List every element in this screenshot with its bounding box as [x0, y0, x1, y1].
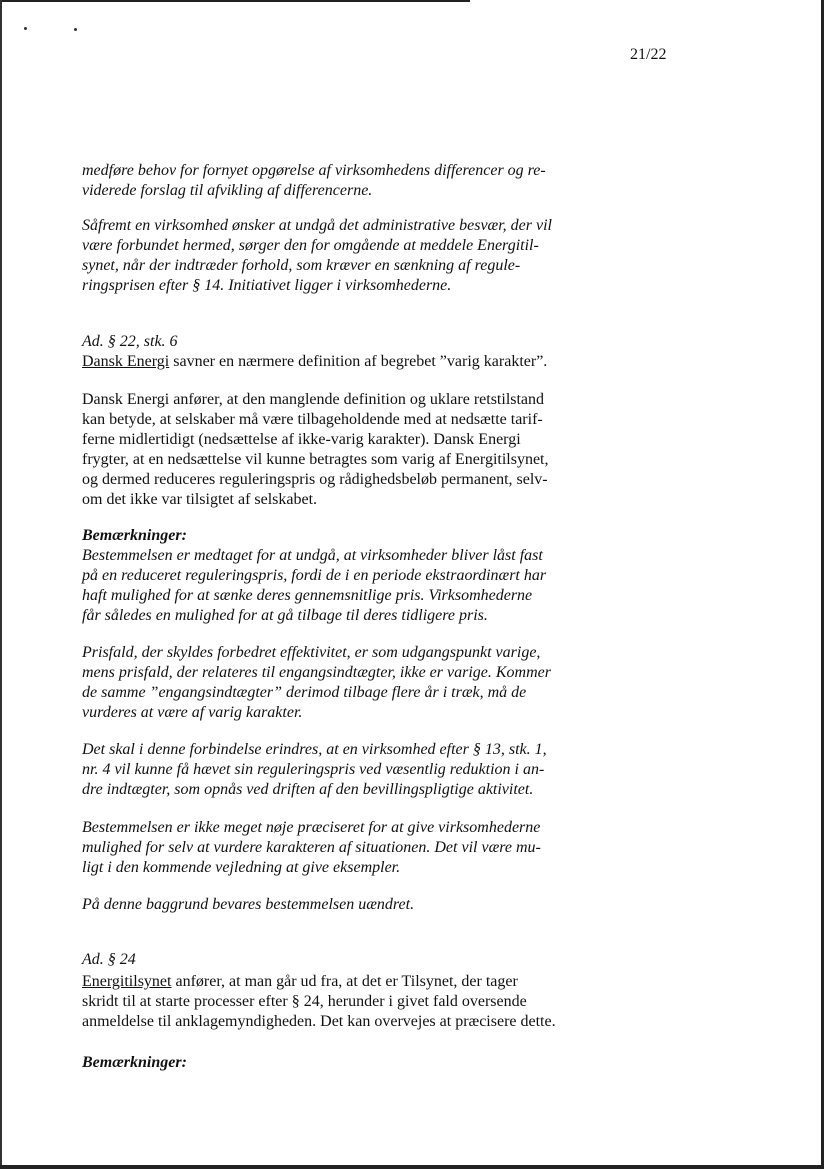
text-line: om det ikke var tilsigtet af selskabet. — [82, 491, 318, 508]
remark-paragraph — [82, 895, 578, 915]
scan-edge-top — [0, 0, 470, 2]
text-line: På denne baggrund bevares bestemmelsen uændret. — [82, 896, 415, 913]
text-line: anmeldelse til anklagemyndigheden. Det kan overvejes at præcisere dette. — [82, 1013, 556, 1030]
text-line: og dermed reduceres reguleringspris og rådighedsbeløb permanent, selv- — [82, 471, 548, 488]
section-24-paragraph — [82, 972, 578, 1032]
text-line: mens prisfald, der relateres til engangsindtægter, ikke er varige. Kommer — [82, 664, 551, 681]
text-line: kan betyde, at selskaber må være tilbageholdende med at nedsætte tarif- — [82, 411, 543, 428]
text-line: dre indtægter, som opnås ved driften af den bevillingspligtige aktivitet. — [82, 781, 534, 798]
text-line: Bestemmelsen er ikke meget nøje præciseret for at give virksomhederne — [82, 819, 541, 836]
intro-remark — [82, 216, 578, 296]
remark-paragraph — [82, 818, 578, 878]
text-line: Det skal i denne forbindelse erindres, at en virksomhed efter § 13, stk. 1, — [82, 741, 547, 758]
section-22-comment — [82, 352, 578, 372]
text-line: frygter, at en nedsættelse vil kunne betragtes som varig af Energitilsynet, — [82, 451, 549, 468]
section-24-remarks-heading: Bemærkninger: — [82, 1054, 187, 1071]
section-22-header — [82, 332, 578, 372]
comment-text: anfører, at man går ud fra, at det er Tilsynet, der tager — [171, 973, 518, 990]
section-24-heading: Ad. § 24 — [82, 951, 136, 968]
text-line: mulighed for selv at vurdere karakteren af situationen. Det vil være mu- — [82, 839, 541, 856]
scan-edge-left — [0, 0, 2, 1169]
remark-paragraph — [82, 643, 578, 723]
scan-edge-bottom — [0, 1165, 824, 1169]
comment-party: Energitilsynet — [82, 973, 172, 990]
text-line: Dansk Energi anfører, at den manglende definition og uklare retstilstand — [82, 391, 545, 408]
text-line: ferne midlertidigt (nedsættelse af ikke-varig karakter). Dansk Energi — [82, 431, 521, 448]
text-line: de samme ”engangsindtægter” derimod tilbage flere år i træk, må de — [82, 684, 527, 701]
text-line — [82, 972, 578, 992]
text-line: på en reduceret reguleringspris, fordi de i en periode ekstraordinært har — [82, 567, 547, 584]
section-22-heading: Ad. § 22, stk. 6 — [82, 333, 178, 350]
text-line: nr. 4 vil kunne få hævet sin reguleringspris ved væsentlig reduktion i an- — [82, 761, 545, 778]
text-line: haft mulighed for at sænke deres gennemsnitlige pris. Virksomhederne — [82, 587, 533, 604]
remark-paragraph — [82, 740, 578, 800]
text-line: Bestemmelsen er medtaget for at undgå, at virksomheder bliver låst fast — [82, 547, 543, 564]
text-line: skridt til at starte processer efter § 24, herunder i givet fald oversende — [82, 993, 527, 1010]
comment-party: Dansk Energi — [82, 353, 170, 370]
scan-speck — [24, 27, 27, 30]
text-line: synet, når der indtræder forhold, som kræver en sænkning af regule- — [82, 257, 521, 274]
text-line: medføre behov for fornyet opgørelse af virksomhedens differencer og re- — [82, 162, 546, 179]
text-line: vurderes at være af varig karakter. — [82, 704, 303, 721]
text-line: ligt i den kommende vejledning at give eksempler. — [82, 859, 401, 876]
scan-speck — [74, 28, 77, 31]
text-line: være forbundet hermed, sørger den for omgående at meddele Energitil- — [82, 237, 539, 254]
text-line: viderede forslag til afvikling af differencerne. — [82, 182, 373, 199]
section-22-paragraph — [82, 390, 578, 510]
remark-paragraph — [82, 546, 578, 626]
page-number: 21/22 — [630, 46, 667, 63]
continued-text — [82, 161, 578, 201]
text-line: Såfremt en virksomhed ønsker at undgå det administrative besvær, der vil — [82, 217, 552, 234]
section-22-remarks-heading: Bemærkninger: — [82, 527, 187, 544]
text-line: Prisfald, der skyldes forbedret effektivitet, er som udgangspunkt varige, — [82, 644, 541, 661]
text-line: ringsprisen efter § 14. Initiativet ligger i virksomhederne. — [82, 277, 452, 294]
text-line: får således en mulighed for at gå tilbage til deres tidligere pris. — [82, 607, 488, 624]
comment-text: savner en nærmere definition af begrebet ”varig karakter”. — [169, 353, 548, 370]
